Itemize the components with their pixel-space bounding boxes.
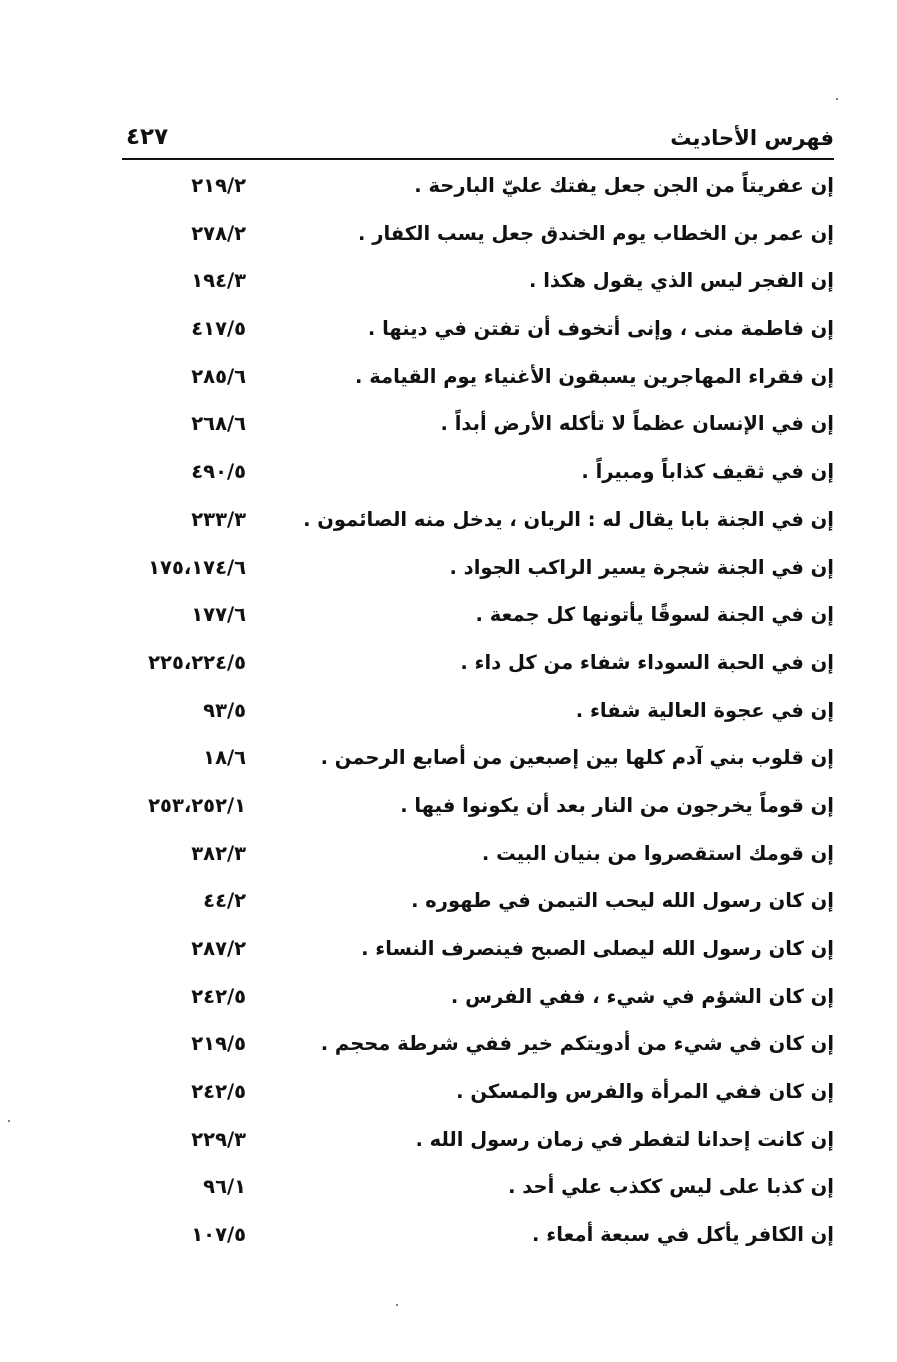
index-entry	[122, 881, 834, 929]
index-entry	[122, 786, 834, 834]
index-entry	[122, 691, 834, 739]
volume-page-reference: ٢٤٢/٥	[191, 984, 246, 1008]
volume-page-reference: ٢١٩/٥	[191, 1032, 246, 1056]
volume-page-reference: ٢٧٨/٢	[191, 221, 246, 245]
index-entry	[122, 1120, 834, 1168]
index-entry	[122, 595, 834, 643]
index-entry	[122, 643, 834, 691]
hadith-text: إن كانت إحدانا لتفطر في زمان رسول الله .	[415, 1127, 834, 1151]
index-entry	[122, 1167, 834, 1215]
index-entry	[122, 214, 834, 262]
hadith-text: إن في الجنة شجرة يسير الراكب الجواد .	[449, 555, 834, 579]
volume-page-reference: ٤٩٠/٥	[191, 460, 246, 484]
hadith-text: إن فاطمة منى ، وإنى أتخوف أن تفتن في دينها .	[367, 317, 834, 341]
index-entry	[122, 404, 834, 452]
hadith-text: إن عمر بن الخطاب يوم الخندق جعل يسب الكفار .	[358, 221, 834, 245]
hadith-text: إن كذبا على ليس ككذب علي أحد .	[508, 1175, 834, 1199]
volume-page-reference: ٢٦٨/٦	[191, 412, 246, 436]
index-entry	[122, 500, 834, 548]
volume-page-reference: ٢١٩/٢	[191, 174, 246, 197]
volume-page-reference: ١٠٧/٥	[191, 1223, 246, 1247]
scan-speck	[396, 1304, 398, 1306]
index-entry	[122, 309, 834, 357]
hadith-text: إن كان في شيء من أدويتكم خير ففي شرطة محجم .	[320, 1032, 834, 1056]
volume-page-reference: ٣٨٢/٣	[191, 841, 246, 865]
hadith-text: إن قوماً يخرجون من النار بعد أن يكونوا فيها .	[400, 793, 834, 817]
volume-page-reference: ١٨/٦	[203, 746, 246, 770]
hadith-text: إن قومك استقصروا من بنيان البيت .	[481, 841, 834, 865]
index-entry	[122, 452, 834, 500]
index-entry	[122, 738, 834, 786]
volume-page-reference: ٩٦/١	[203, 1175, 246, 1199]
volume-page-reference: ٢٤٢/٥	[191, 1080, 246, 1104]
volume-page-reference: ١٩٤/٣	[191, 269, 246, 293]
hadith-text: إن كان رسول الله ليصلى الصبح فينصرف النساء .	[361, 937, 834, 960]
index-entry	[122, 1024, 834, 1072]
index-entry	[122, 834, 834, 882]
volume-page-reference: ٤٤/٢	[203, 889, 246, 913]
hadith-text: إن في الجنة لسوقًا يأتونها كل جمعة .	[475, 603, 834, 627]
hadith-text: إن الفجر ليس الذي يقول هكذا .	[529, 269, 834, 293]
index-entry	[122, 1072, 834, 1120]
hadith-text: إن في عجوة العالية شفاء .	[575, 698, 834, 722]
hadith-text: إن في الحبة السوداء شفاء من كل داء .	[460, 650, 834, 674]
index-entry	[122, 977, 834, 1025]
volume-page-reference: ٢٥٣،٢٥٢/١	[148, 793, 246, 817]
index-entry	[122, 548, 834, 596]
index-entry	[122, 261, 834, 309]
hadith-text: إن كان رسول الله ليحب التيمن في طهوره .	[411, 889, 834, 913]
hadith-text: إن كان الشؤم في شيء ، ففي الفرس .	[450, 984, 834, 1008]
volume-page-reference: ٢٨٥/٦	[191, 364, 246, 388]
hadith-text: إن في ثقيف كذاباً ومبيراً .	[581, 460, 834, 484]
hadith-text: إن فقراء المهاجرين يسبقون الأغنياء يوم القيامة .	[355, 364, 834, 388]
hadith-text: إن عفريتاً من الجن جعل يفتك عليّ البارحة .	[414, 174, 834, 197]
volume-page-reference: ٢٨٧/٢	[191, 937, 246, 960]
scan-speck	[836, 98, 838, 100]
volume-page-reference: ٢٢٥،٢٢٤/٥	[148, 650, 246, 674]
index-entry	[122, 929, 834, 977]
hadith-text: إن الكافر يأكل في سبعة أمعاء .	[532, 1223, 834, 1247]
volume-page-reference: ٢٣٣/٣	[191, 507, 246, 531]
index-entry	[122, 357, 834, 405]
hadith-text: إن في الجنة بابا يقال له : الريان ، يدخل منه الصائمون .	[303, 507, 834, 531]
volume-page-reference: ١٧٥،١٧٤/٦	[148, 555, 246, 579]
volume-page-reference: ٢٢٩/٣	[191, 1127, 246, 1151]
volume-page-reference: ٤١٧/٥	[191, 317, 246, 341]
hadith-text: إن كان ففي المرأة والفرس والمسكن .	[456, 1080, 834, 1104]
page-header	[122, 118, 834, 160]
index-entry	[122, 166, 834, 214]
hadith-text: إن قلوب بني آدم كلها بين إصبعين من أصابع الرحمن .	[320, 746, 834, 770]
volume-page-reference: ٩٣/٥	[203, 698, 246, 722]
page-number: ٤٢٧	[126, 124, 169, 150]
scan-speck	[8, 1120, 10, 1122]
index-entry	[122, 1215, 834, 1263]
running-title: فهرس الأحاديث	[670, 126, 834, 150]
hadith-index-list	[122, 166, 834, 1263]
volume-page-reference: ١٧٧/٦	[191, 603, 246, 627]
hadith-text: إن في الإنسان عظماً لا تأكله الأرض أبداً .	[440, 412, 834, 436]
